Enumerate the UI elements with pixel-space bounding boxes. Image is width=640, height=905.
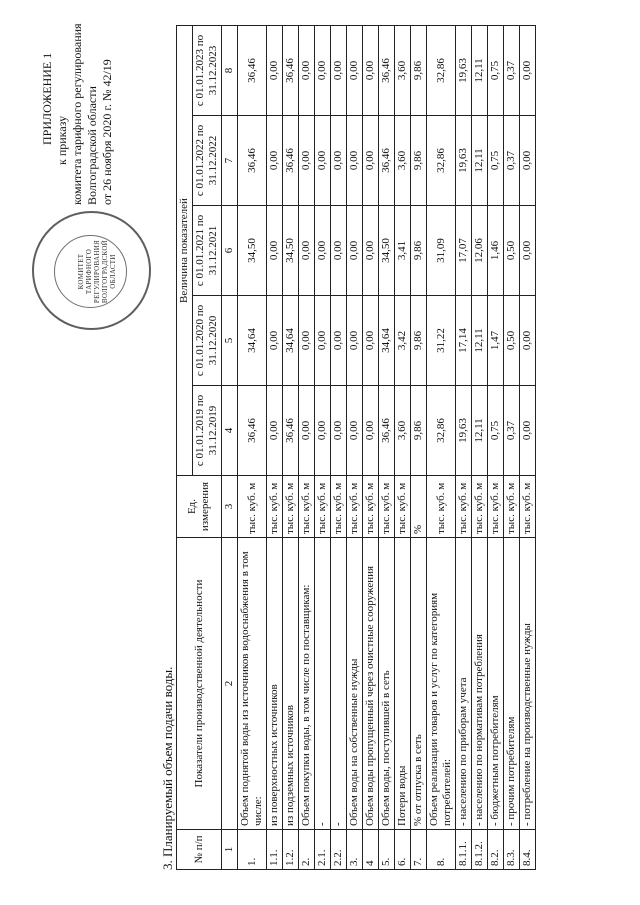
header-period: с 01.01.2020 по 31.12.2020 [193, 296, 222, 386]
water-supply-table [176, 25, 536, 870]
appendix-heading [40, 5, 115, 205]
row-indicator: - [331, 538, 347, 830]
table-row [456, 26, 472, 870]
row-value: 9,86 [411, 206, 427, 296]
row-value: 0,00 [267, 26, 283, 116]
row-value: 19,63 [456, 116, 472, 206]
row-number: 4 [363, 830, 379, 870]
header-indicator: Показатели производственной деятельности [177, 538, 222, 830]
row-value: 0,37 [504, 116, 520, 206]
row-value: 0,00 [299, 296, 315, 386]
row-indicator: - населению по нормативам потребления [472, 538, 488, 830]
row-indicator: Объем воды пропущенный через очистные сооружения [363, 538, 379, 830]
row-value: 0,00 [347, 206, 363, 296]
row-value: 0,00 [520, 386, 536, 476]
table-row [395, 26, 411, 870]
row-unit: тыс. куб. м [315, 476, 331, 538]
row-value: 12,11 [472, 26, 488, 116]
row-value: 19,63 [456, 386, 472, 476]
row-value: 3,42 [395, 296, 411, 386]
row-value: 0,00 [315, 386, 331, 476]
row-value: 36,46 [379, 116, 395, 206]
row-value: 0,00 [315, 26, 331, 116]
row-value: 0,00 [299, 206, 315, 296]
row-value: 34,64 [283, 296, 299, 386]
table-header-row [177, 26, 193, 870]
table-row [315, 26, 331, 870]
row-value: 0,00 [315, 296, 331, 386]
row-number: 7. [411, 830, 427, 870]
table-row [379, 26, 395, 870]
row-value: 0,00 [363, 206, 379, 296]
table-row [520, 26, 536, 870]
row-value: 36,46 [283, 116, 299, 206]
row-unit: тыс. куб. м [283, 476, 299, 538]
appendix-title: ПРИЛОЖЕНИЕ 1 [40, 52, 54, 145]
row-value: 0,00 [299, 116, 315, 206]
table-row [299, 26, 315, 870]
row-unit: тыс. куб. м [427, 476, 456, 538]
table-colnum-row [222, 26, 238, 870]
row-number: 1.2. [283, 830, 299, 870]
row-value: 0,00 [299, 386, 315, 476]
table-row [488, 26, 504, 870]
row-indicator: из подземных источников [283, 538, 299, 830]
row-value: 32,86 [427, 26, 456, 116]
row-value: 0,00 [267, 116, 283, 206]
row-value: 3,60 [395, 386, 411, 476]
row-number: 6. [395, 830, 411, 870]
row-unit: тыс. куб. м [331, 476, 347, 538]
row-unit: тыс. куб. м [363, 476, 379, 538]
row-indicator: - потребление на производственные нужды [520, 538, 536, 830]
row-value: 0,00 [331, 116, 347, 206]
row-indicator: Потери воды [395, 538, 411, 830]
appendix-line: комитета тарифного регулирования [70, 23, 84, 205]
table-row [504, 26, 520, 870]
row-value: 34,50 [283, 206, 299, 296]
header-period: с 01.01.2022 по 31.12.2022 [193, 116, 222, 206]
row-value: 0,00 [315, 206, 331, 296]
row-value: 0,00 [267, 296, 283, 386]
official-seal [32, 211, 151, 330]
appendix-line: к приказу [55, 115, 69, 165]
row-value: 0,50 [504, 296, 520, 386]
table-body [238, 26, 536, 870]
row-number: 1.1. [267, 830, 283, 870]
row-value: 19,63 [456, 26, 472, 116]
row-unit: тыс. куб. м [267, 476, 283, 538]
row-number: 2. [299, 830, 315, 870]
table-row [427, 26, 456, 870]
row-value: 12,06 [472, 206, 488, 296]
row-unit: тыс. куб. м [238, 476, 267, 538]
row-value: 34,64 [238, 296, 267, 386]
row-value: 12,11 [472, 386, 488, 476]
row-unit: тыс. куб. м [456, 476, 472, 538]
row-number: 8. [427, 830, 456, 870]
row-value: 32,86 [427, 386, 456, 476]
table-row [283, 26, 299, 870]
row-indicator: - бюджетным потребителям [488, 538, 504, 830]
row-unit: тыс. куб. м [504, 476, 520, 538]
row-value: 0,75 [488, 386, 504, 476]
row-value: 1,47 [488, 296, 504, 386]
col-number: 6 [222, 206, 238, 296]
row-value: 0,00 [363, 116, 379, 206]
row-value: 0,00 [347, 296, 363, 386]
seal-center-text: КОМИТЕТ ТАРИФНОГО РЕГУЛИРОВАНИЯ ВОЛГОГРАДСКОЙ ОБЛАСТИ [77, 239, 117, 304]
row-value: 31,22 [427, 296, 456, 386]
row-value: 9,86 [411, 296, 427, 386]
row-unit: тыс. куб. м [395, 476, 411, 538]
table-row [331, 26, 347, 870]
row-value: 0,75 [488, 26, 504, 116]
section-title: 3. Планируемый объем подачи воды. [160, 666, 175, 870]
row-unit: тыс. куб. м [520, 476, 536, 538]
row-value: 0,00 [520, 296, 536, 386]
row-value: 12,11 [472, 116, 488, 206]
row-number: 8.1.1. [456, 830, 472, 870]
row-value: 0,37 [504, 26, 520, 116]
row-value: 0,75 [488, 116, 504, 206]
row-value: 0,00 [347, 116, 363, 206]
table-row [347, 26, 363, 870]
row-number: 8.4. [520, 830, 536, 870]
row-value: 9,86 [411, 386, 427, 476]
header-period: с 01.01.2021 по 31.12.2021 [193, 206, 222, 296]
row-value: 9,86 [411, 26, 427, 116]
row-unit: тыс. куб. м [472, 476, 488, 538]
row-value: 0,00 [347, 386, 363, 476]
row-unit: тыс. куб. м [488, 476, 504, 538]
row-value: 34,50 [238, 206, 267, 296]
seal-inner-ring [54, 235, 127, 308]
row-value: 0,00 [363, 26, 379, 116]
row-value: 36,46 [238, 26, 267, 116]
row-value: 34,50 [379, 206, 395, 296]
row-value: 17,07 [456, 206, 472, 296]
row-value: 36,46 [238, 116, 267, 206]
table-row [411, 26, 427, 870]
row-value: 0,00 [331, 296, 347, 386]
header-period: с 01.01.2019 по 31.12.2019 [193, 386, 222, 476]
row-value: 0,00 [347, 26, 363, 116]
header-group: Величина показателей [177, 26, 193, 476]
row-value: 34,64 [379, 296, 395, 386]
row-value: 0,00 [267, 206, 283, 296]
row-value: 36,46 [283, 26, 299, 116]
row-number: 3. [347, 830, 363, 870]
row-value: 0,00 [331, 386, 347, 476]
row-value: 0,00 [267, 386, 283, 476]
table-row [238, 26, 267, 870]
col-number: 7 [222, 116, 238, 206]
row-indicator: из поверхностных источников [267, 538, 283, 830]
row-value: 0,00 [520, 116, 536, 206]
row-value: 0,00 [299, 26, 315, 116]
table-row [267, 26, 283, 870]
row-value: 36,46 [379, 26, 395, 116]
header-period: с 01.01.2023 по 31.12.2023 [193, 26, 222, 116]
row-value: 3,41 [395, 206, 411, 296]
col-number: 8 [222, 26, 238, 116]
appendix-line: Волгоградской области [85, 86, 99, 205]
appendix-line: от 26 ноября 2020 г. № 42/19 [100, 59, 114, 205]
row-value: 36,46 [379, 386, 395, 476]
row-value: 0,00 [331, 26, 347, 116]
row-value: 0,00 [315, 116, 331, 206]
row-value: 0,00 [520, 206, 536, 296]
row-unit: тыс. куб. м [379, 476, 395, 538]
row-indicator: - прочим потребителям [504, 538, 520, 830]
col-number: 4 [222, 386, 238, 476]
row-indicator: Объем реализации товаров и услуг по категориям потребителей: [427, 538, 456, 830]
row-value: 0,00 [363, 386, 379, 476]
row-unit: тыс. куб. м [347, 476, 363, 538]
row-indicator: Объем покупки воды, в том числе по поставщикам: [299, 538, 315, 830]
row-value: 36,46 [238, 386, 267, 476]
row-value: 3,60 [395, 116, 411, 206]
row-indicator: Объем воды, поступившей в сеть [379, 538, 395, 830]
row-number: 8.3. [504, 830, 520, 870]
row-indicator: - [315, 538, 331, 830]
row-value: 0,50 [504, 206, 520, 296]
row-value: 9,86 [411, 116, 427, 206]
row-number: 8.1.2. [472, 830, 488, 870]
row-indicator: - населению по приборам учета [456, 538, 472, 830]
row-value: 1,46 [488, 206, 504, 296]
row-number: 1. [238, 830, 267, 870]
row-value: 0,00 [520, 26, 536, 116]
row-number: 8.2. [488, 830, 504, 870]
row-indicator: Объем воды на собственные нужды [347, 538, 363, 830]
row-value: 36,46 [283, 386, 299, 476]
row-value: 31,09 [427, 206, 456, 296]
table-row [363, 26, 379, 870]
row-value: 0,00 [331, 206, 347, 296]
col-number: 5 [222, 296, 238, 386]
col-number: 3 [222, 476, 238, 538]
row-value: 0,00 [363, 296, 379, 386]
row-indicator: % от отпуска в сеть [411, 538, 427, 830]
row-unit: тыс. куб. м [299, 476, 315, 538]
header-num: № п/п [177, 830, 222, 870]
row-number: 2.1. [315, 830, 331, 870]
col-number: 2 [222, 538, 238, 830]
row-value: 12,11 [472, 296, 488, 386]
row-value: 32,86 [427, 116, 456, 206]
header-unit: Ед. измерения [177, 476, 222, 538]
row-indicator: Объем поднятой воды из источников водоснабжения в том числе: [238, 538, 267, 830]
row-value: 3,60 [395, 26, 411, 116]
table-row [472, 26, 488, 870]
row-value: 0,37 [504, 386, 520, 476]
row-unit: % [411, 476, 427, 538]
row-number: 5. [379, 830, 395, 870]
row-value: 17,14 [456, 296, 472, 386]
col-number: 1 [222, 830, 238, 870]
row-number: 2.2. [331, 830, 347, 870]
